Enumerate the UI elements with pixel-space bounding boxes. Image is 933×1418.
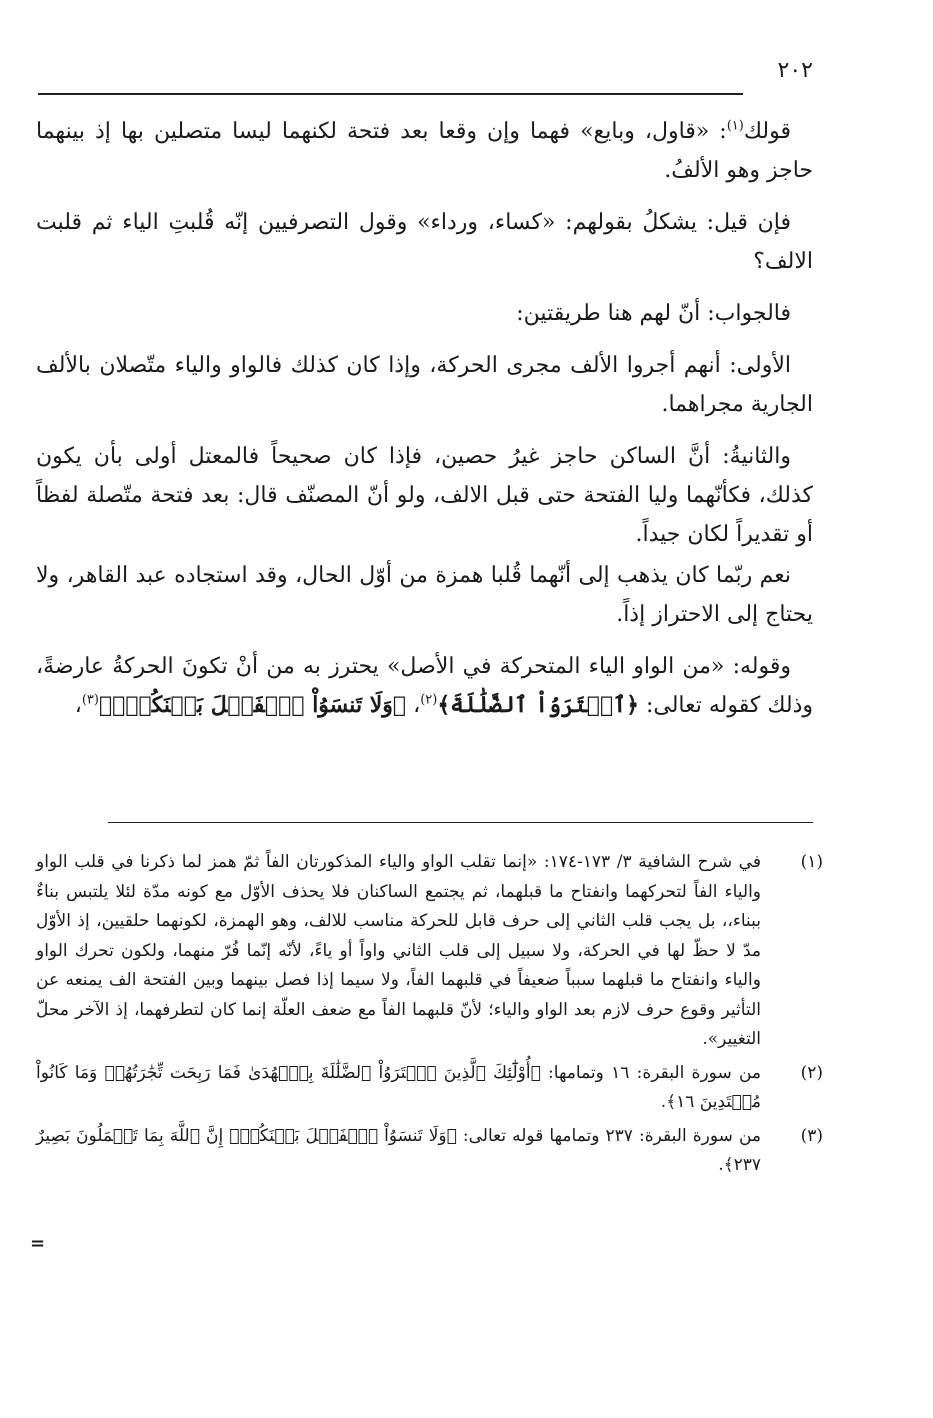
footnote-text: من سورة البقرة: ١٦ وتمامها: ﴿أُوْلَٰٓئِكَ ٱلَّذِينَ ٱشۡتَرَوُاْ ٱلضَّلَٰلَةَ بِٱلۡهُدَىٰ فَمَا رَبِحَت تِّجَٰرَتُهُمۡ وَمَا كَانُواْ مُهۡتَدِينَ ١٦﴾. <box>36 1062 761 1112</box>
quran-quote-2: ﴿وَلَا تَنسَوُاْ ٱلۡفَضۡلَ بَيۡنَكُمۡۚ﴾ <box>98 692 407 718</box>
footnotes <box>36 848 823 1185</box>
separator: ، <box>406 693 421 718</box>
paragraph-7 <box>36 647 813 725</box>
paragraph-text: وقوله: «من الواو الياء المتحركة في الأصل» يحترز به من أنْ تكونَ الحركةُ عارضةً، وذلك كقوله تعالى: <box>36 654 813 718</box>
footnote-number: (٣) <box>800 1125 823 1146</box>
header-rule <box>38 93 743 95</box>
footnote-text: في شرح الشافية ٣/ ١٧٣-١٧٤: «إنما تقلب الواو والياء المذكورتان الفاً ثمّ همز لما ذكرنا في قلب الواو والياء الفاً لتحركهما وانفتاح ما قبلهما، ثم يجتمع الساكنان فلا يحذف الأوّل مع كونه مدّة لئلا يلتبس بناءٌ ببناء،، بل يجب قلب الثاني إلى حرف قابل للحركة مناسب للالف، وهو الهمزة، لكونهما حلقيين، إذ الأوّل مدّ لا حظّ لها في الحركة، ولا سبيل إلى قلب الثاني واواً أو ياءً، لأنّه إنّما فُرّ منهما، ولكون تحرك الواو والياء وانفتاح ما قبلهما سبباً ضعيفاً في قلبهما الفاً، ولا سيما إذا فصل بينهما وبين الفتحة الف يمنعه عن التأثير وقوع حرف لازم بعد الواو والياء؛ لأنّ قلبهما الفاً مع ضعف العلّة إنما كان لتطرفهما، إذ الآخر محلّ التغيير». <box>36 852 762 1049</box>
paragraph-4: الأولى: أنهم أجروا الألف مجرى الحركة، وإذا كان كذلك فالواو والياء متّصلان بالألف الجارية مجراهما. <box>36 353 813 417</box>
footnote-2 <box>36 1059 823 1118</box>
quran-quote-1: ﴿ٱشۡتَرَوُاْ ٱلضَّلَٰلَةَ﴾ <box>437 692 639 718</box>
paragraph-lead: قولك <box>743 119 791 144</box>
paragraph-6: نعم ربّما كان يذهب إلى أنّهما قُلبا همزة من أوّل الحال، وقد استجاده عبد القاهر، ولا يحتاج إلى الاحتراز إذاً. <box>36 563 813 627</box>
footnote-ref-1: (١) <box>726 118 744 134</box>
main-text <box>36 112 813 738</box>
footnote-1 <box>36 848 823 1055</box>
paragraph-3: فالجواب: أنّ لهم هنا طريقتين: <box>516 301 791 326</box>
footnote-ref-2: (٢) <box>420 692 438 708</box>
continuation-mark: = <box>30 1233 46 1254</box>
trailing-punct: ، <box>74 693 82 718</box>
footnote-text: من سورة البقرة: ٢٣٧ وتمامها قوله تعالى: ﴿وَلَا تَنسَوُاْ ٱلۡفَضۡلَ بَيۡنَكُمۡۚ إِنَّ ٱللَّهَ بِمَا تَعۡمَلُونَ بَصِيرٌ ٢٣٧﴾. <box>36 1125 761 1175</box>
footnote-number: (١) <box>800 852 823 872</box>
paragraph-2: فإن قيل: يشكلُ بقولهم: «كساء، ورداء» وقول التصرفيين إنّه قُلبتِ الياء ثم قلبت الالف؟ <box>36 210 813 274</box>
page-number: ٢٠٢ <box>777 58 813 83</box>
paragraph-1 <box>36 112 813 190</box>
footnote-3 <box>36 1122 823 1181</box>
footnote-ref-3: (٣) <box>81 692 99 708</box>
footnote-number: (٢) <box>800 1062 823 1083</box>
paragraph-text: : «قاول، وبايع» فهما وإن وقعا بعد فتحة لكنهما ليسا متصلين بها إذ بينهما حاجز وهو الألفُ. <box>36 119 813 183</box>
footnote-rule <box>108 822 813 823</box>
paragraph-5: والثانيةُ: أنَّ الساكن حاجز غيرُ حصين، فإذا كان صحيحاً فالمعتل أولى بأن يكون كذلك، فكأنّهما وليا الفتحة حتى قبل الالف، ولو أنّ المصنّف قال: بعد فتحة متّصلة لفظاً أو تقديراً لكان جيداً. <box>36 444 813 547</box>
